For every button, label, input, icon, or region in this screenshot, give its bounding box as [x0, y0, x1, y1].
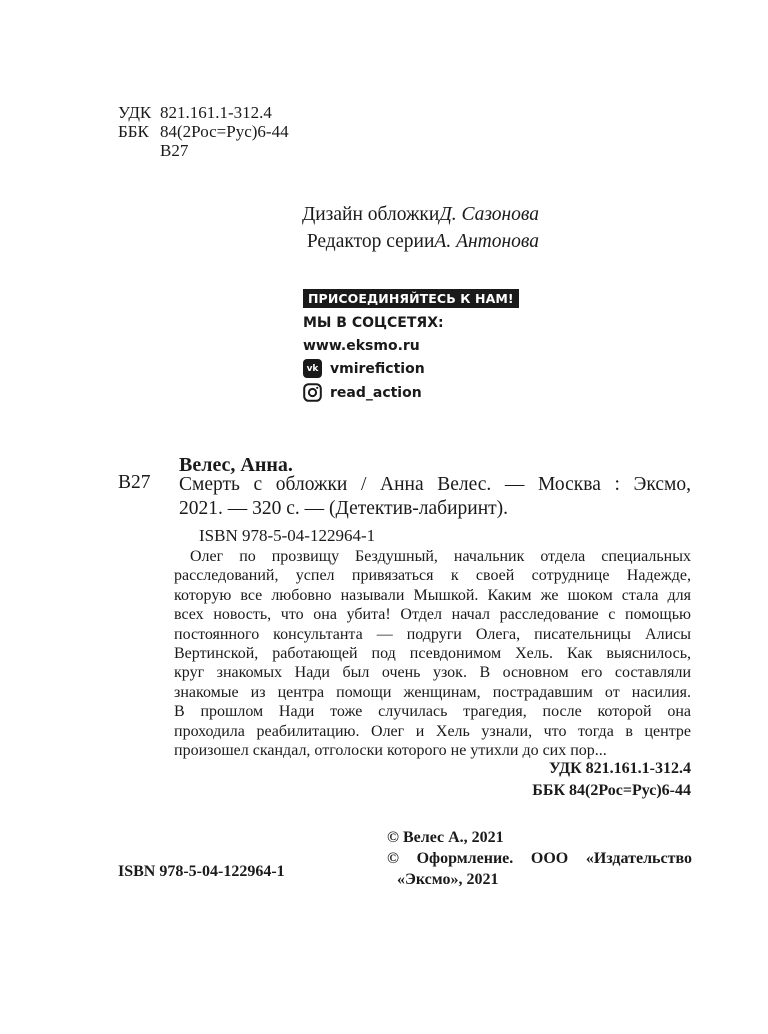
social-block — [303, 288, 519, 402]
bbk-row — [118, 122, 289, 141]
cover-design-credit — [302, 201, 539, 228]
annotation-line: произошел скандал, отголоски которого не утихли до сих пор... — [174, 742, 607, 760]
catalog-bib-line2: 2021. — 320 с. — (Детектив-лабиринт). — [179, 498, 509, 519]
cover-design-name: Д. Сазонова — [439, 204, 539, 225]
social-subtitle: МЫ В СОЦСЕТЯХ: — [303, 315, 444, 331]
series-editor-name: А. Антонова — [434, 231, 539, 252]
author-sign-value: В27 — [160, 141, 189, 160]
bbk-key: ББК — [118, 122, 149, 141]
copyright-publisher: «Эксмо», 2021 — [397, 871, 499, 888]
annotation-line: проходила реабилитацию. Олег и Хель узнали, что тогда в центре — [174, 722, 691, 740]
credits — [302, 201, 539, 255]
udk-bottom: УДК 821.161.1-312.4 — [548, 760, 691, 777]
udk-value: 821.161.1-312.4 — [160, 103, 272, 122]
udk-key: УДК — [118, 103, 152, 122]
annotation-line: постоянного консультанта — подруги Олега, писательницы Алисы — [174, 625, 691, 643]
catalog-author: Велес, Анна. — [179, 454, 293, 476]
annotation-line: круг знакомых Нади был очень узок. В основном его составляли — [174, 664, 691, 682]
annotation-line: расследований, успел привязаться к своей сотруднице Надежде, — [174, 567, 691, 585]
annotation-line: которую все любовно называли Мышкой. Каким же шоком стала для — [174, 586, 691, 604]
annotation-line: В прошлом Нади тоже случилась трагедия, после которой она — [174, 703, 691, 721]
catalog-bib-line1: Смерть с обложки / Анна Велес. — Москва : Эксмо, — [179, 474, 691, 495]
copyright-design: © Оформление. ООО «Издательство — [387, 850, 692, 867]
series-editor-label: Редактор серии — [306, 231, 435, 252]
join-us-banner: ПРИСОЕДИНЯЙТЕСЬ К НАМ! — [303, 289, 519, 308]
annotation-line: Олег по прозвищу Бездушный, начальник отдела специальных — [190, 548, 691, 565]
author-sign-key — [118, 141, 160, 160]
annotation-line: Вертинской, работающей под псевдонимом Хель. Как выяснилось, — [174, 645, 691, 663]
vk-handle: vmirefiction — [330, 360, 425, 377]
copyright-block — [387, 827, 692, 890]
instagram-handle: read_action — [330, 384, 422, 401]
instagram-icon — [303, 383, 322, 402]
annotation-line: всех новость, что она убита! Отдел начал расследование с помощью — [174, 606, 691, 624]
website-link[interactable]: www.eksmo.ru — [303, 338, 420, 354]
udk-row — [118, 103, 289, 122]
classification-bottom — [532, 758, 691, 802]
copyright-author: © Велес А., 2021 — [387, 829, 504, 846]
vk-icon-label: vk — [303, 359, 322, 378]
catalog-code: В27 — [118, 472, 151, 493]
vk-row[interactable] — [303, 359, 519, 378]
classification-block — [118, 103, 289, 160]
instagram-row[interactable] — [303, 383, 519, 402]
series-editor-credit — [302, 228, 539, 255]
annotation — [174, 547, 691, 760]
bbk-bottom: ББК 84(2Рос=Рус)6-44 — [532, 782, 691, 799]
bbk-value: 84(2Рос=Рус)6-44 — [160, 122, 289, 141]
annotation-line: знакомые из центра помощи женщинам, пострадавшим от насилия. — [174, 683, 691, 701]
vk-icon — [303, 359, 322, 378]
isbn-bottom: ISBN 978-5-04-122964-1 — [118, 863, 285, 880]
cover-design-label: Дизайн обложки — [301, 204, 440, 225]
author-sign-row — [118, 141, 289, 160]
catalog-isbn: ISBN 978-5-04-122964-1 — [199, 526, 376, 545]
